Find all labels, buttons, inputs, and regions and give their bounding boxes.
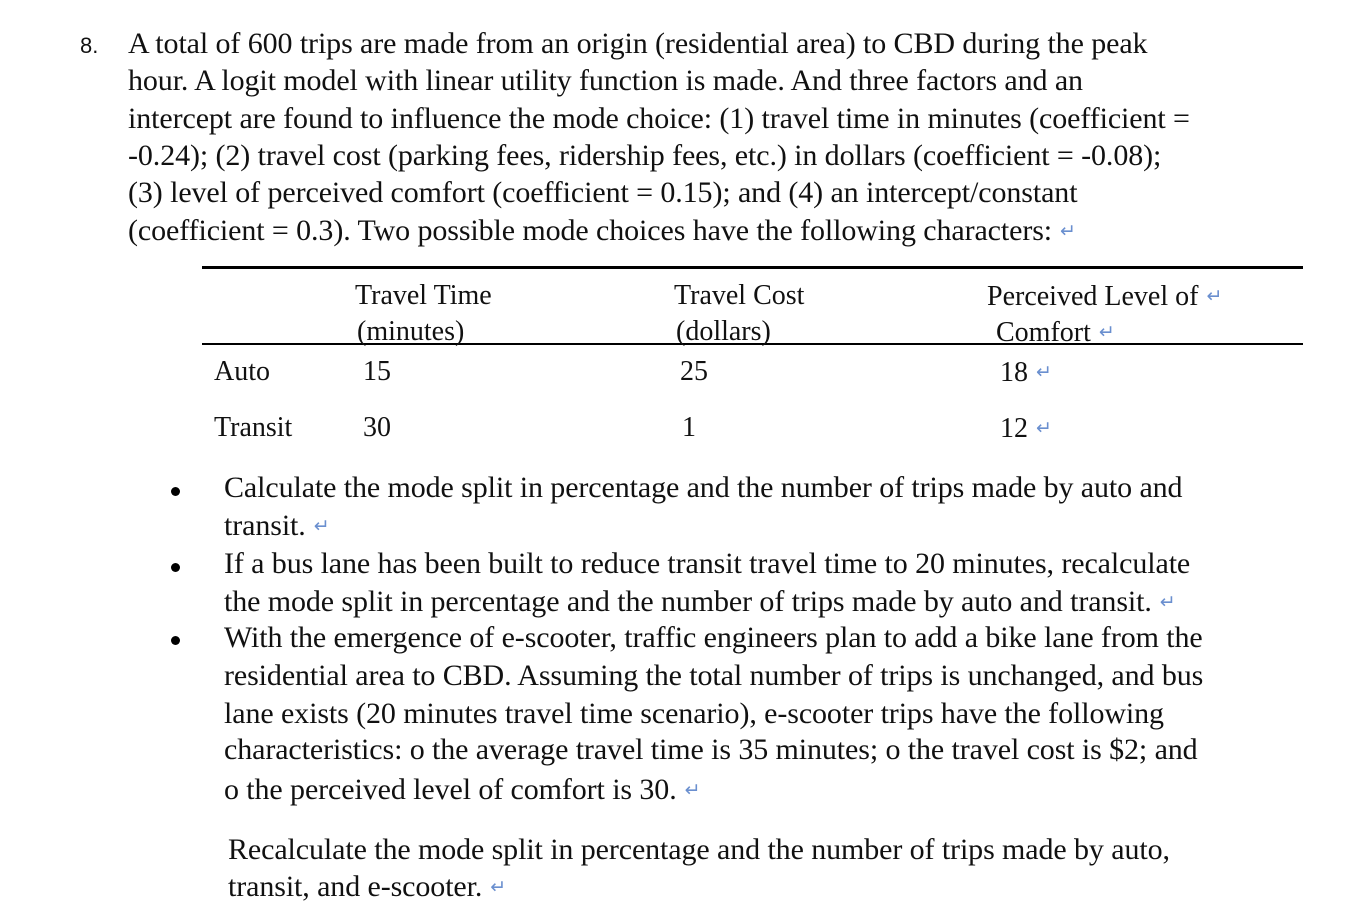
bullet-3-line-3: lane exists (20 minutes travel time scenario), e-scooter trips have the following — [224, 697, 1164, 730]
table-row-mode: Auto — [214, 356, 270, 387]
bullet-3-line-4: characteristics: o the average travel time is 35 minutes; o the travel cost is $2; and — [224, 733, 1198, 766]
table-row-time: 30 — [363, 412, 391, 443]
return-mark-icon: ↵ — [490, 876, 507, 898]
table-row-cost: 25 — [680, 356, 708, 387]
table-row-cost: 1 — [682, 412, 696, 443]
return-mark-icon: ↵ — [1159, 591, 1176, 613]
return-mark-icon: ↵ — [1060, 220, 1076, 242]
intro-line-2: hour. A logit model with linear utility function is made. And three factors and an — [128, 64, 1083, 97]
header-travel-cost-2: (dollars) — [676, 316, 771, 347]
intro-line-6-text: (coefficient = 0.3). Two possible mode choices have the following characters: — [128, 214, 1053, 247]
table-row-comfort — [1000, 354, 1052, 391]
bullet-3-line-1: With the emergence of e-scooter, traffic engineers plan to add a bike lane from the — [224, 621, 1203, 654]
return-mark-icon: ↵ — [313, 515, 330, 537]
bullet-3-line-5 — [224, 772, 700, 808]
intro-line-1: A total of 600 trips are made from an origin (residential area) to CBD during the peak — [128, 27, 1148, 60]
bullet-dot — [171, 563, 180, 572]
bullet-1-line-1: Calculate the mode split in percentage and the number of trips made by auto and — [224, 471, 1183, 504]
header-travel-time-2: (minutes) — [357, 316, 465, 347]
bullet-2-line-2 — [224, 584, 1176, 620]
bullet-dot — [171, 487, 180, 496]
question-number: 8. — [80, 33, 99, 58]
return-mark-icon: ↵ — [684, 779, 701, 801]
return-mark-icon: ↵ — [1098, 321, 1115, 343]
return-mark-icon: ↵ — [1206, 285, 1223, 307]
intro-line-4: -0.24); (2) travel cost (parking fees, ridership fees, etc.) in dollars (coefficient = -0.08); — [128, 139, 1162, 172]
intro-line-6 — [128, 213, 1076, 249]
table-row-comfort-value: 12 — [1000, 413, 1028, 444]
bullet-dot — [171, 636, 180, 645]
table-top-rule — [202, 266, 1303, 269]
table-row-time: 15 — [363, 356, 391, 387]
header-comfort-1 — [987, 278, 1222, 315]
final-line-2-text: transit, and e-scooter. — [228, 870, 483, 903]
intro-line-3: intercept are found to influence the mode choice: (1) travel time in minutes (coefficient = — [128, 102, 1190, 135]
table-row-comfort-value: 18 — [1000, 357, 1028, 388]
bullet-3-line-2: residential area to CBD. Assuming the total number of trips is unchanged, and bus — [224, 659, 1204, 692]
header-travel-time-1: Travel Time — [355, 280, 492, 311]
table-row-mode: Transit — [214, 412, 293, 443]
header-comfort-1-text: Perceived Level of — [987, 281, 1199, 312]
return-mark-icon: ↵ — [1036, 417, 1052, 439]
final-line-1: Recalculate the mode split in percentage and the number of trips made by auto, — [228, 833, 1170, 866]
return-mark-icon: ↵ — [1036, 361, 1052, 383]
intro-line-5: (3) level of perceived comfort (coefficient = 0.15); and (4) an intercept/constant — [128, 176, 1078, 209]
bullet-2-line-2-text: the mode split in percentage and the number of trips made by auto and transit. — [224, 585, 1152, 618]
bullet-1-line-2-text: transit. — [224, 509, 306, 542]
bullet-2-line-1: If a bus lane has been built to reduce transit travel time to 20 minutes, recalculate — [224, 547, 1191, 580]
header-comfort-2-text: Comfort — [996, 317, 1091, 348]
header-travel-cost-1: Travel Cost — [674, 280, 805, 311]
header-comfort-2 — [996, 314, 1115, 351]
bullet-1-line-2 — [224, 508, 330, 544]
table-row-comfort — [1000, 410, 1052, 447]
bullet-3-line-5-text: o the perceived level of comfort is 30. — [224, 773, 677, 806]
final-line-2 — [228, 869, 506, 905]
